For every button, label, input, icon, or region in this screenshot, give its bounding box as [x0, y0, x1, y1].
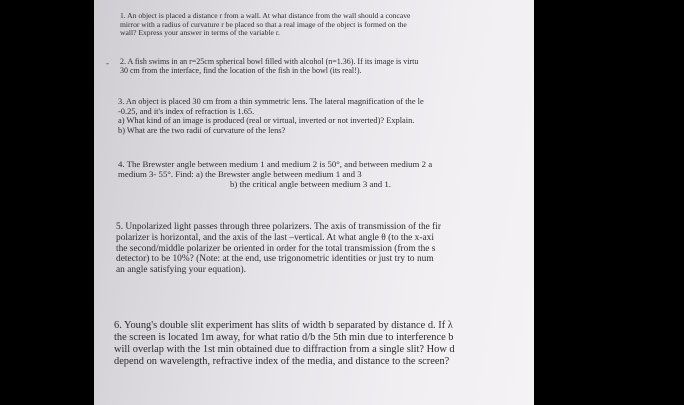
question-5-line-2: polarizer is horizontal, and the axis of the last –vertical. At what angle θ (to the x-axi — [116, 232, 434, 243]
question-2 — [120, 57, 534, 75]
question-3-line-3: a) What kind of an image is produced (real or virtual, inverted or not inverted)? Explain. — [118, 116, 415, 126]
question-4-line-3: b) the critical angle between medium 3 and 1. — [230, 179, 391, 190]
question-6-line-1: 6. Young's double slit experiment has slits of width b separated by distance d. If λ — [114, 320, 453, 331]
question-5 — [116, 222, 534, 276]
worksheet-page — [94, 0, 534, 405]
question-2-line-1: 2. A fish swims in an r=25cm spherical bowl filled with alcohol (n=1.36). If its image is virtu — [120, 57, 419, 66]
question-1-line-1: 1. An object is placed a distance r from a wall. At what distance from the wall should a concave — [120, 12, 411, 20]
question-5-line-3: the second/middle polarizer be oriented in order for the total transmission (from the s — [116, 243, 436, 254]
question-4-line-1: 4. The Brewster angle between medium 1 and medium 2 is 50°, and between medium 2 a — [118, 159, 433, 169]
question-6-line-2: the screen is located 1m away, for what ratio d/b the 5th min due to interference b — [114, 331, 454, 343]
question-5-line-4: detector) to be 10%? (Note: at the end, use trigonometric identities or just try to num — [116, 254, 434, 265]
question-3-line-4: b) What are the two radii of curvature of the lens? — [118, 125, 286, 135]
question-4-line-2: medium 3- 55°. Find: a) the Brewster angle between medium 1 and 3 — [118, 169, 362, 180]
question-6-line-3: will overlap with the 1st min obtained due to diffraction from a single slit? How d — [114, 343, 455, 355]
question-5-line-1: 5. Unpolarized light passes through three polarizers. The axis of transmission of the fir — [116, 222, 442, 232]
question-5-line-5: an angle satisfying your equation). — [116, 265, 246, 276]
question-3 — [118, 97, 534, 136]
question-3-line-1: 3. An object is placed 30 cm from a thin symmetric lens. The lateral magnification of the le — [118, 97, 424, 106]
question-6 — [114, 320, 534, 368]
question-3-line-2: -0.25, and it's index of refraction is 1.65. — [118, 106, 255, 116]
margin-mark: - — [106, 58, 109, 68]
question-1 — [120, 12, 534, 38]
question-1-line-3: wall? Express your answer in terms of the variable r. — [120, 28, 280, 38]
question-2-line-2: 30 cm from the interface, find the location of the fish in the bowl (its real!). — [120, 66, 362, 76]
question-1-line-2: mirror with a radius of curvature r be placed so that a real image of the object is formed on the — [120, 19, 407, 29]
question-4 — [118, 159, 534, 189]
question-6-line-4: depend on wavelength, refractive index of the media, and distance to the screen? — [114, 355, 450, 367]
